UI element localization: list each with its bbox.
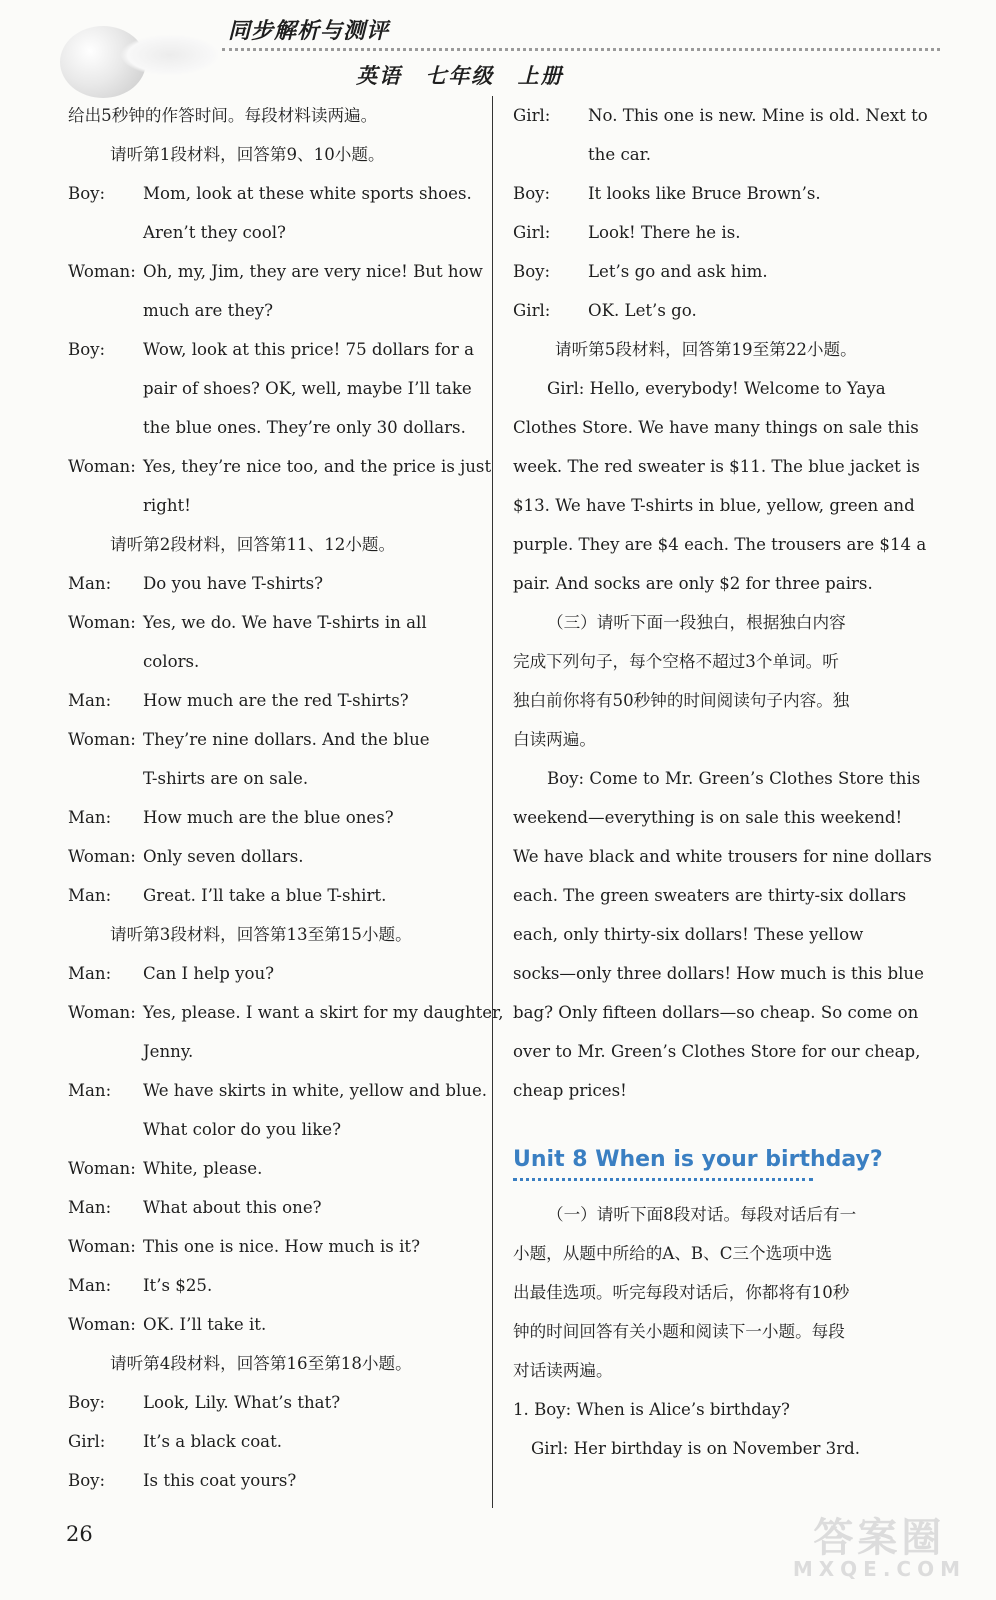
speaker-label: Man:	[68, 886, 112, 905]
dialogue-line	[68, 603, 472, 642]
dialogue-line	[68, 1422, 472, 1461]
speaker-label	[68, 408, 143, 447]
dialogue-line	[513, 252, 915, 291]
dialogue-line	[68, 876, 472, 915]
dialogue-text: the blue ones. They’re only 30 dollars.	[143, 418, 466, 437]
speaker-label	[513, 135, 588, 174]
speaker-label: Girl:	[513, 106, 551, 125]
dialogue-text: What about this one?	[143, 1198, 322, 1217]
speaker-label: Boy:	[68, 1471, 106, 1490]
paragraph-line: （三）请听下面一段独白，根据独白内容	[547, 613, 846, 632]
watermark-url: MXQE.COM	[792, 1557, 966, 1581]
speaker-label: Woman:	[68, 730, 136, 749]
section-title-4: 请听第4段材料，回答第16至第18小题。	[110, 1354, 412, 1373]
dialogue-line	[68, 1110, 472, 1149]
dialogue-line	[68, 798, 472, 837]
dialogue-text: Oh, my, Jim, they are very nice! But how	[143, 262, 483, 281]
dialogue-text: How much are the blue ones?	[143, 808, 394, 827]
speaker-label: Woman:	[68, 262, 136, 281]
speaker-label	[68, 213, 143, 252]
dialogue-line	[68, 330, 472, 369]
dialogue-text: right!	[143, 496, 191, 515]
dialogue-line	[513, 135, 915, 174]
dialogue-text: Only seven dollars.	[143, 847, 304, 866]
dialogue-text: They’re nine dollars. And the blue	[143, 730, 430, 749]
dialogue-text: We have skirts in white, yellow and blue.	[143, 1081, 488, 1100]
dialogue-text: Aren’t they cool?	[143, 223, 286, 242]
speaker-label: Woman:	[68, 457, 136, 476]
speaker-label: Woman:	[68, 1159, 136, 1178]
speaker-label	[68, 642, 143, 681]
column-divider	[492, 96, 493, 1508]
question-1-boy: 1. Boy: When is Alice’s birthday?	[513, 1400, 790, 1419]
paragraph-line: 小题，从题中所给的A、B、C三个选项中选	[513, 1244, 832, 1263]
dialogue-line	[68, 993, 504, 1032]
dialogue-line	[68, 954, 472, 993]
speaker-label: Woman:	[68, 1315, 136, 1334]
speaker-label: Man:	[68, 574, 112, 593]
page-number: 26	[66, 1522, 93, 1546]
dialogue-line	[68, 837, 472, 876]
dialogue-text: Do you have T-shirts?	[143, 574, 324, 593]
subject: 英语	[356, 64, 402, 88]
section-title-2: 请听第2段材料，回答第11、12小题。	[110, 535, 396, 554]
intro-line: 给出5秒钟的作答时间。每段材料读两遍。	[68, 106, 378, 125]
paragraph-line: each, only thirty-six dollars! These yellow	[513, 925, 864, 944]
speaker-label: Girl:	[513, 223, 551, 242]
paragraph-line: socks—only three dollars! How much is this blue	[513, 964, 924, 983]
dialogue-text: What color do you like?	[143, 1120, 341, 1139]
speaker-label: Girl:	[513, 301, 551, 320]
section-title-3: 请听第3段材料，回答第13至第15小题。	[110, 925, 412, 944]
speaker-label	[68, 291, 143, 330]
dialogue-line	[68, 1149, 472, 1188]
dialogue-text: OK. Let’s go.	[588, 301, 697, 320]
paragraph-line: 白读两遍。	[513, 730, 596, 749]
dialogue-text: White, please.	[143, 1159, 263, 1178]
speaker-label: Man:	[68, 1198, 112, 1217]
dialogue-text: It’s a black coat.	[143, 1432, 283, 1451]
paragraph-line: cheap prices!	[513, 1081, 627, 1100]
speaker-label: Boy:	[513, 262, 551, 281]
dialogue-line	[68, 564, 472, 603]
speaker-label: Woman:	[68, 1237, 136, 1256]
dialogue-line	[68, 213, 472, 252]
site-watermark	[793, 1506, 966, 1581]
dialogue-line	[68, 1266, 472, 1305]
paragraph-line: week. The red sweater is $11. The blue jacket is	[513, 457, 920, 476]
dialogue-text: It looks like Bruce Brown’s.	[588, 184, 821, 203]
dialogue-line	[68, 291, 472, 330]
dialogue-text: Mom, look at these white sports shoes.	[143, 184, 472, 203]
paragraph-line: （一）请听下面8段对话。每段对话后有一	[547, 1205, 857, 1224]
speaker-label: Boy:	[68, 1393, 106, 1412]
paragraph-line: over to Mr. Green’s Clothes Store for our cheap,	[513, 1042, 921, 1061]
dialogue-text: This one is nice. How much is it?	[143, 1237, 420, 1256]
dialogue-text: It’s $25.	[143, 1276, 213, 1295]
paragraph-line: Clothes Store. We have many things on sale this	[513, 418, 919, 437]
speaker-label	[68, 369, 143, 408]
dialogue-line	[68, 681, 472, 720]
dialogue-text: Look, Lily. What’s that?	[143, 1393, 341, 1412]
dialogue-text: How much are the red T-shirts?	[143, 691, 409, 710]
paragraph-line: pair. And socks are only $2 for three pairs.	[513, 574, 873, 593]
dialogue-text: Is this coat yours?	[143, 1471, 297, 1490]
dialogue-line	[68, 408, 472, 447]
dialogue-text: Yes, they’re nice too, and the price is just	[143, 457, 492, 476]
dialogue-line	[513, 96, 928, 135]
dialogue-line	[68, 174, 472, 213]
unit-8-instructions	[513, 1195, 915, 1390]
speaker-label: Boy:	[68, 184, 106, 203]
dialogue-line	[513, 174, 915, 213]
dialogue-line	[68, 720, 472, 759]
speaker-label: Girl:	[68, 1432, 106, 1451]
dialogue-text: much are they?	[143, 301, 274, 320]
logo-swoosh	[120, 34, 220, 76]
paragraph-line: 对话读两遍。	[513, 1361, 613, 1380]
dialogue-line	[68, 252, 483, 291]
dialogue-text: Great. I’ll take a blue T-shirt.	[143, 886, 387, 905]
paragraph-line: each. The green sweaters are thirty-six dollars	[513, 886, 907, 905]
speaker-label	[68, 486, 143, 525]
dialogue-text: Jenny.	[143, 1042, 194, 1061]
speaker-label: Man:	[68, 1276, 112, 1295]
speaker-label: Man:	[68, 1081, 112, 1100]
dialogue-line	[68, 1032, 472, 1071]
dialogue-1	[68, 174, 492, 525]
series-title: 同步解析与测评	[228, 19, 390, 44]
left-column	[68, 96, 504, 1500]
dialogue-line	[513, 213, 915, 252]
dialogue-line	[68, 447, 492, 486]
speaker-label	[68, 759, 143, 798]
paragraph-line: 完成下列句子，每个空格不超过3个单词。听	[513, 652, 839, 671]
subject-line	[356, 60, 564, 90]
dialogue-line	[68, 1071, 488, 1110]
dialogue-text: Wow, look at this price! 75 dollars for a	[143, 340, 474, 359]
speaker-label: Woman:	[68, 847, 136, 866]
unit-8-title: Unit 8 When is your birthday?	[513, 1147, 883, 1172]
dialogue-text: Yes, we do. We have T-shirts in all	[143, 613, 427, 632]
dialogue-text: OK. I’ll take it.	[143, 1315, 267, 1334]
dialogue-line	[513, 291, 915, 330]
dialogue-line	[68, 1227, 472, 1266]
watermark-logo-text: 答案圈	[813, 1515, 946, 1561]
speaker-label: Man:	[68, 691, 112, 710]
header-dotted-divider	[222, 48, 940, 51]
dialogue-line	[68, 369, 472, 408]
paragraph-line: Girl: Hello, everybody! Welcome to Yaya	[547, 379, 886, 398]
section-title-5: 请听第5段材料，回答第19至第22小题。	[555, 340, 857, 359]
paragraph-line: $13. We have T-shirts in blue, yellow, green and	[513, 496, 915, 515]
page-header	[0, 0, 996, 104]
speaker-label: Man:	[68, 808, 112, 827]
speaker-label: Man:	[68, 964, 112, 983]
dialogue-line	[68, 642, 472, 681]
dialogue-line	[68, 486, 472, 525]
paragraph-line: 钟的时间回答有关小题和阅读下一小题。每段	[513, 1322, 845, 1341]
speaker-label	[68, 1032, 143, 1071]
dialogue-line	[68, 1188, 472, 1227]
dialogue-text: Yes, please. I want a skirt for my daughter,	[143, 1003, 504, 1022]
dialogue-text: colors.	[143, 652, 200, 671]
dialogue-text: pair of shoes? OK, well, maybe I’ll take	[143, 379, 472, 398]
dialogue-4-continued	[513, 96, 928, 330]
dialogue-2	[68, 564, 472, 915]
paragraph-line: 独白前你将有50秒钟的时间阅读句子内容。独	[513, 691, 850, 710]
dialogue-text: T-shirts are on sale.	[143, 769, 309, 788]
dialogue-4	[68, 1383, 472, 1500]
part-3-instructions	[513, 603, 915, 759]
paragraph-line: Boy: Come to Mr. Green’s Clothes Store this	[547, 769, 921, 788]
section-5-text	[513, 369, 927, 603]
speaker-label: Boy:	[68, 340, 106, 359]
right-column	[513, 96, 932, 1468]
speaker-label: Woman:	[68, 1003, 136, 1022]
dialogue-text: Look! There he is.	[588, 223, 741, 242]
dialogue-3	[68, 954, 504, 1344]
grade: 七年级	[425, 64, 495, 88]
monologue-text	[513, 759, 932, 1110]
dialogue-text: Can I help you?	[143, 964, 275, 983]
dialogue-line	[68, 1383, 472, 1422]
question-1-girl: Girl: Her birthday is on November 3rd.	[531, 1439, 861, 1458]
dialogue-text: No. This one is new. Mine is old. Next to	[588, 106, 928, 125]
speaker-label	[68, 1110, 143, 1149]
volume: 上册	[517, 64, 564, 88]
dialogue-line	[68, 1305, 472, 1344]
speaker-label: Boy:	[513, 184, 551, 203]
paragraph-line: We have black and white trousers for nine dollars	[513, 847, 932, 866]
dialogue-line	[68, 759, 472, 798]
dialogue-line	[68, 1461, 472, 1500]
paragraph-line: purple. They are $4 each. The trousers are $14 a	[513, 535, 927, 554]
dialogue-text: Let’s go and ask him.	[588, 262, 768, 281]
paragraph-line: weekend—everything is on sale this weekend!	[513, 808, 903, 827]
speaker-label: Woman:	[68, 613, 136, 632]
paragraph-line: bag? Only fifteen dollars—so cheap. So come on	[513, 1003, 919, 1022]
paragraph-line: 出最佳选项。听完每段对话后，你都将有10秒	[513, 1283, 850, 1302]
dialogue-text: the car.	[588, 145, 652, 164]
section-title-1: 请听第1段材料，回答第9、10小题。	[110, 145, 385, 164]
